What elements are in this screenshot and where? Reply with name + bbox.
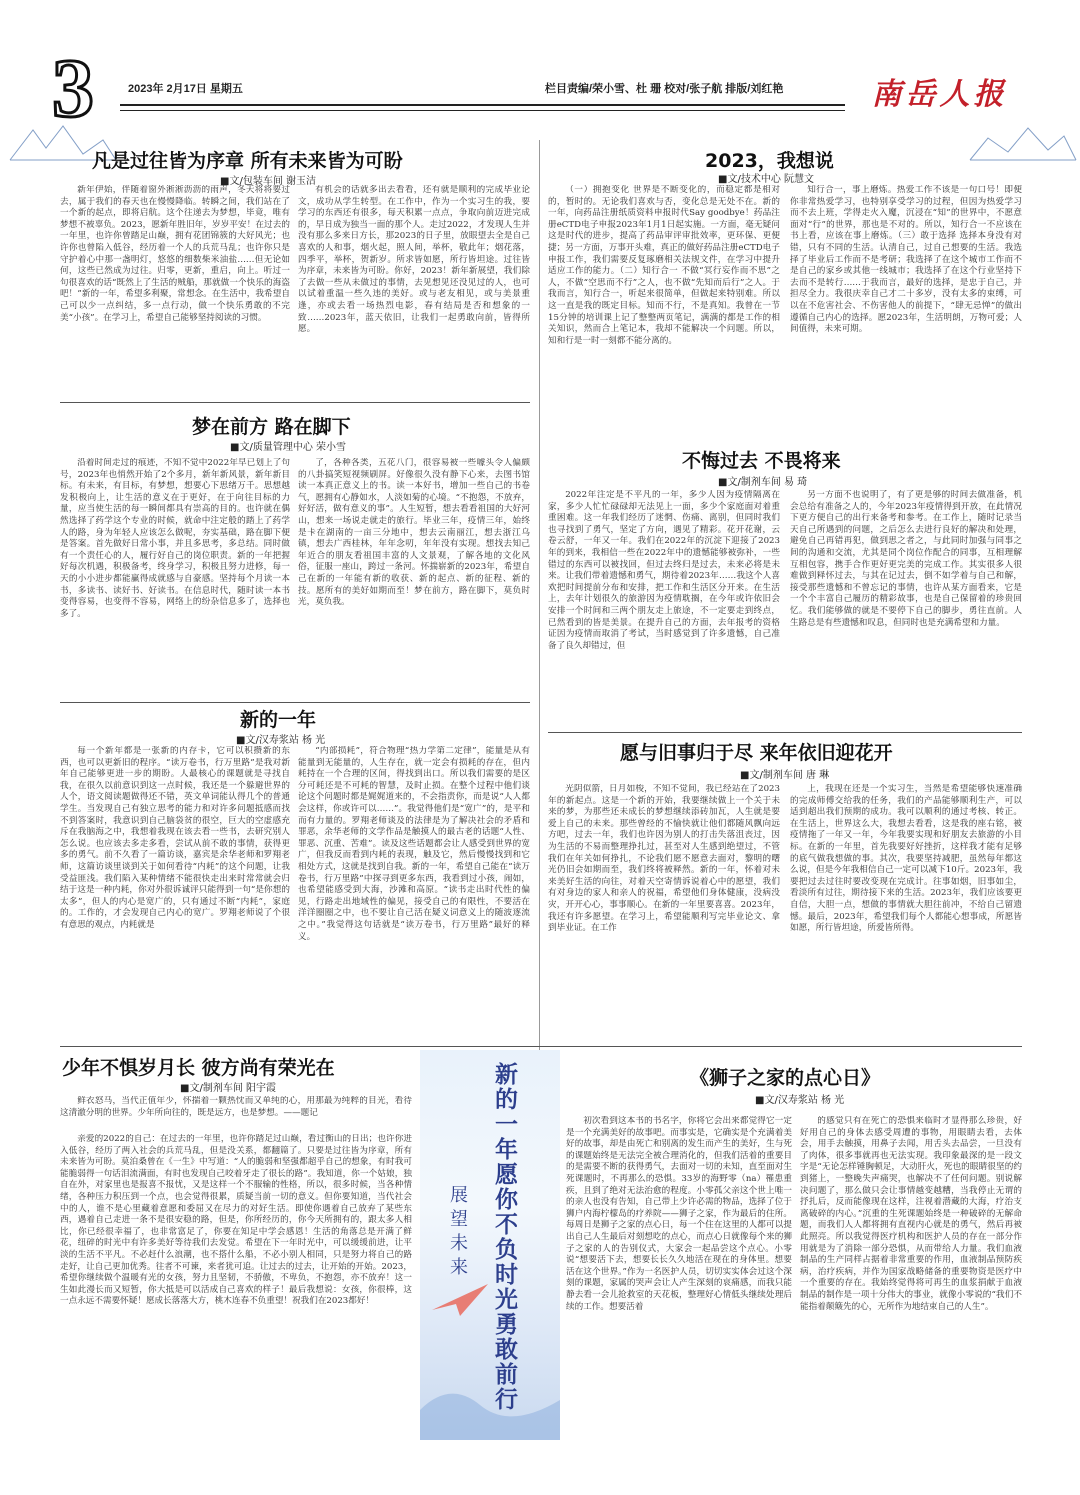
article-2-title: 2023，我想说 [705, 150, 834, 172]
article-6-column-1: 光阴似箭，日月如梭，不知不觉间，我已经站在了2023年的新起点。这是一个新的开始，我要继续做上一个关于未来的梦，为那些还未成长的梦想继续添砖加瓦，人生就是要爱上自己的未来。那些曾经的不愉快就让他们都随风飘向远方吧，过去一年，我们也许因为别人的打击失落沮丧过，因为生活的不易而整理挣扎过，甚至对人生感到绝望过，不管我们在年关如何挣扎，不论我们愿不愿意去面对，黎明的曙光仍旧会如期而至，我们终将被释然。新的一年，怀着对未来美好生活的向往，对着天空寄情诉说着心中的愿望，我们有对身边的家人和亲人的祝福，希望他们身体健康，没病没灾，开开心心，事事顺心。在新的一年里要喜喜。2023年，我还有许多愿望。在学习上，希望能顺利写完毕业论文、拿到毕业证。在工作 [548, 784, 780, 934]
poster-slogan: 新的一年愿你不负时光勇敢前行 [491, 1062, 517, 1412]
header-rule-thin [120, 110, 845, 111]
article-7-body: 亲爱的2022的自己：在过去的一年里，也许你踏足过山巅，看过衡山的日出；也许你进入低谷，经历了两入社会的兵荒马乱，但是没关系，都翻篇了。只要是过往皆为序章，所有未来皆为可盼。莫泊桑曾在《一生》中写道：“人的脆弱和坚强都超乎自己的想象，有时我可能脆弱得一句话泪流满面，有时也发现自己咬着牙走了很长的路”。我知道，你一个姑娘，独自在外，对家里也是报喜不报忧，又是这样一个不服输的性格，所以，很多时候，当各种情绪，各种压力积压到一个点，也会觉得很累，质疑当前一切的意义。但你要知道，当代社会中的人，谁不是心里藏着意愿和委屈又在尽力的对好生活。即使你遇着自己放弃了某些东西，遇着自己走进一条不是很安稳的路，但是，你所经历的，你今天所拥有的，跟太多人相比，你已经很幸福了，也非常富足了，你要在知足中学会感恩！生活的角落总是开满了鲜花，纽碎的时光中有许多美好等待我们去发觉。希望在下一年时光中，可以缓缓前进，让平淡的生活不平凡。不必赶什么浪潮，也不搭什么船，不必小别人相同，只是努力将自己的路走好，让自己更加优秀。往者不可谏，来者犹可追。让过去的过去，让开始的开始。2023，希望你继续做个温暖有光的女孩，努力且坚韧，不骄傲，不卑负，不抱怨，亦不放弃！这一生如此漫长而又短暂，你大抵是可以活成自己喜欢的样子！最后我想说：女孩，你很棒，这一点永远不需要怀疑！愿成长落落大方，桃木连春不负重望！祝我们在2023都好！ [60, 1134, 412, 1307]
section-divider [548, 732, 1022, 733]
article-4-byline: ■文/制剂车间 易 琦 [718, 477, 808, 488]
article-8-column-2: 的感觉只有在死亡的恐惧来临时才显得那么珍贵，好好用自己的身体去感受周遭的事物，用眼睛去看，去体会，用手去触摸，用鼻子去闻，用舌头去品尝，一旦没有了肉体，很多事就再也无法实现。我印象最深的是一段文字是“无论怎样锤胸顿足，大动肝火，死也的眼睛很坚的约到猪上，一整晚失声痛哭，也解决不了任何问题。别说解决问题了，那么做只会让事情越变越糟，当我停止无谓的抒扎后，反而能像现在这样，注视着潜藏的大海，疗治支离破碎的内心。”沉重的生死课题始终是一种破碎的无解命题，而我们人人都将拥有直视内心就是的勇气，然后再被此照亮。所以我觉得医疗机构和医护人员的存在一部分作用就是为了消除一部分恐惧，从而带给人力量。我们血液制品的生产同样占据着非常重要的作用，血液制品预防疾病，治疗疾病，并作为国家战略储备的重要物资是医疗中一个重要的存在。我始终觉得将可再生的血浆捐献于血液制品的制作是一项十分伟大的事业，就像小零说的“我们不能指着颠簸先的心，无所作为地结束自己的人生”。 [800, 1116, 1022, 1312]
section-divider [60, 402, 530, 403]
article-7-epigraph: 鲜衣怒马，当代正值年少，怀揣着一颗热忱而又单纯的心，用那最为纯粹的目光，看待这清澈分明的世界。少年所向往的，既是远方，也是梦想。——题记 [60, 1096, 412, 1118]
article-6-column-2: 上，我现在还是一个实习生，当然是希望能够快速准确的完成师傅交给我的任务，我们的产品能够顺利生产，可以适到超出我们预期的成功。我可以顺利的通过考核、转正。在生活上，世界这么大，我想去看看，这是我的座右铭，被疫情拖了一年又一年，今年我要实现和好朋友去旅游的小目标。在新的一年里，首先我要好好挫折，这样我才能有足够的底气做我想做的事。其次，我要坚持减肥，虽然每年都这么说，但是今年我相信自己一定可以减下10斤。2023年，我要把过去过往时要改变现在完成计。往事如烟，旧事如尘，看淡所有过往，期待接下来的生活。2023年，我们应该要更自信，大胆一点，想做的事情就大胆往前冲，不给自己留遗憾。最后，2023年，希望我们每个人都能心想事成，所愿皆如愿，所行皆坦途，所爱皆所得。 [790, 784, 1022, 934]
article-5-title: 新的一年 [240, 709, 317, 731]
article-5-column-2: “内部损耗”，符合物理“热力学第二定律”，能量是从有能量到无能量的，人生存在，就一定会有损耗的存在，但内耗持在一个合理的区间，得找到出口。所以我们需要的是区分可耗还是不可耗的智慧，及时止损。在整个过程中他们谈论这个问题时都是娓娓道来的，不会指责你，而是说“人人都会这样，你或许可以……”。我觉得他们是“宽广”的，是平和而有力量的。罗翔老师谈及的法律是为了解决社会的矛盾和罪恶，余华老师的文学作品是触摸人的最古老的话题“人性、罪恶、沉重、苦难”。读及这些话题都会让人感受到世界的宽广，但我反而看到内耗的表现，触及它，然后慢慢找到和它相处方式，这就是找到自我。新的一年，希望自己能在“读万卷书，行万里路”中探寻到更多东西，我看到过小孩，闹如，也希望能感受到大海，沙滩和高原。“读书走出时代性的偏见，行路走出地域性的偏见，接受自己的有限性，不要活在洋洋圈圈之中，也不要让自己活在疑义词意义上的随波逐流之中。”我觉得这句话就是“读万卷书，行万里路”最好的释义。 [298, 746, 530, 942]
mountain-doodle-right-icon [968, 120, 1078, 165]
article-3-byline: ■文/质量管理中心 荣小雪 [230, 442, 346, 453]
article-1-column-2: 有机会的话就多出去看看，还有就是顺利的完成毕业论文，成功从学生转型。在工作中，作为一个实习生的我，要学习的东西还有很多，每天积累一点点，争取向前迈进完成的，早日成为独当一面的那个人。走过2022，才发现人生并没有那么多来日方长，那2023的日子里，放眼望去全是自己喜欢的人和事，烟火起，照人间，举杯，敬此年；烟花落，四季平，举杯，贺新岁。所求皆如愿，所行皆坦途。过往皆为序章，未来皆为可盼。你好，2023！新年新展望，我们除了去做一些从未做过的事情，去见想见还没见过的人，也可以试着重温一些久违的美好。或与老友相见，或与美景重逢，亦或去看一场热烈电影，春有结局是否和想象的一致……2023年，蓝天依旧，让我们一起勇敢向前，皆得所愿。 [298, 185, 530, 335]
article-1-byline: ■文/包装车间 谢玉洁 [220, 176, 316, 187]
section-divider [60, 1046, 1022, 1047]
article-1-column-1: 新年伊始，伴随着窗外淅淅沥沥的雨声，冬天将将要过去，属于我们的春天也在慢慢降临。转瞬之间，我们站在了一个新的起点，即将启航。这个往递去为梦想，毕竟，唯有梦想不被辜负。2023，愿新年胜旧年，岁岁平安！在过去的一年里，也许你曾踏足山巅，拥有花团锦簇的大好风光；也许你也曾陷入低谷，经历着一个人的兵荒马乱；也许你只是守护着心中那一盏明灯，悠悠的细数柴米油盐……但无论如何，这些已然成为过往。归零，更新，重启，向上。听过一句很喜欢的话“既然上了生活的贼船，那就做一个快乐的海盗吧！”新的一年，希望多利聚，常想念。在生活中，我希望自己可以少一点纠结，多一点行动，做一个快乐勇敢的不完美“小孩”。在学习上，希望自己能够坚持阅读的习惯。 [60, 185, 290, 323]
article-4-column-2: 另一方面不也说明了，有了更是够的时间去做准备，机会总给有准备之人的，今年2023年疫情得到开放，在此情况下更方便自己的出行来备考和参考。在工作上，随时记录当天自己所遇到的问题，之后怎么去进行良好的解决和处理，避免自己再错再犯，做到思之者之，与此同时加强与同事之间的沟通和交流，尤其是同个岗位作配合的同事，互相理解互相包容，携手合作更好更完美的完成工作。其实很多人很难做到释怀过去，与其在记过去，倒不如学着与自己和解，接受那些遗憾和不曾忘记的事情，也许从某方面看来，它是一个个丰富自己履历的精彩故事，也是自己保留着的珍贵回忆。我们能够做的就是不要停下自己的脚步，勇往直前。人生路总是有些遗憾和叹息，但同时也是充满希望和力量。 [790, 490, 1022, 628]
article-5-byline: ■文/汉寿浆站 杨 光 [236, 735, 326, 746]
article-3-column-1: 沿着时间走过的痕迹，不知不觉中2022年早已划上了句号，2023年也悄然开始了2个多月，新年新风景，新年新目标。有未来，有目标，有梦想，想要心下思绪万千。思想越发积极向上，让生活的意义在于更好，在于向往目标的力量，应当使生活的每一瞬间都具有崇高的目的。也许就在偶然选择了药学这个专业的时候，就命中注定般的踏上了药学人的路，身为年轻人应该怎么做呢，夯实基础，路在脚下便是答案。首先做好日常小事，并且多思考，多总结。同时做有一个责任心的人，履行好自己的岗位职责。新的一年把握好每次机遇，积极备考，终身学习，积极且努力进修，每一天的小小进步都能赢得成就感与自豪感。坚持每个月读一本书，多读书、读好书、好读书。在信息时代，随时读一本书变得容易，也变得不容易，网络上的纷杂信息多了，选择也多了。 [60, 458, 290, 619]
article-8-byline: ■文/汉寿浆站 杨 光 [755, 1095, 845, 1106]
issue-date: 2023年 2月17日 星期五 [128, 83, 243, 95]
editors-credit: 栏目责编/荣小雪、杜 珊 校对/张子航 排版/刘红艳 [545, 83, 784, 95]
article-4-title: 不悔过去 不畏将来 [682, 450, 841, 472]
article-2-byline: ■文/技术中心 阮慧文 [718, 174, 814, 185]
article-4-column-1: 2022年注定是不平凡的一年，多少人因为疫情隔离在家，多少人忙忙碌碌却无法见上一面，多少个家庭面对着重重困难。这一年我们经历了迷惘、伤痛、离别，但同时我们也寻找到了勇气，坚定了方向，遇见了精彩。花开花谢，云卷云舒，一年又一年。我们在2022年的沉淀下迎接了2023年的到来，我相信一些在2022年中的遗憾能够被弥补，一些错过的东西可以被找回，但过去终归是过去，未来必将是未来。让我们带着遗憾和勇气，期待着2023年……我这个人喜欢把时间提前分布和安排，把工作和生活区分开来。在生活上，去年计划很久的旅游因为疫情耽搁，在今年或许依旧会安排一个时间和三两个朋友走上旅途，不一定要走到终点，已然看到的皆是美景。在提升自己的方面，去年报考的资格证因为疫情而取消了考试，当时感觉到了许多遗憾，自己准备了良久却错过，但 [548, 490, 780, 651]
column-divider [539, 140, 540, 1050]
article-3-title: 梦在前方 路在脚下 [192, 416, 351, 438]
article-8-column-1: 初次看到这本书的书名字，你将它会出来都觉得它一定是一个充满美好的故事吧。而事实是，它确实是个充满着美好的故事，却是由死亡和别离的发生而产生的美好，生与死的课题始终是无法完全被合理消化的，但我们活着的重要目的是需要不断的获得勇气，去面对一切的未知，直至面对生死课题时，不再那么的恐惧。33岁的海野零（na）罹患重疾，且到了绝对无法治愈的程度。小零孤父亲这个世上唯一的亲人也没有告知，自己带上少许必需的物品，选择了位于狮户内海柠檬岛的疗养院——狮子之家，作为最后的住所。每周日是狮子之家的点心日，每一个住在这里的人都可以提出自己人生最后对刻想吃的点心，而点心日就像每个来的狮子之家的人的告别仪式，大家会一起品尝这个点心。小零说“想要活下去，想要长长久久地活在现在的身体里。想要活在这个世界。”作为一名医护人员，切切实实体会过这个深刻的课题，家属的哭声会让人产生深刻的哀痛感，而我只能静去看一会儿抢救室的天花板，整理好心情低头继续处理后续的工作。想要活着 [566, 1116, 792, 1312]
article-3-column-2: 了，各种各类，五花八门，很容易被一些噱头令人偏颇的八卦搞笑短视频刷屏。好像很久没有静下心来，去图书馆读一本真正意义上的书。读一本好书，增加一些自己的书卷气，愿拥有心静如水，人淡如菊的心境。“不抱怨，不放弃，好好活，做有意义的事”。人生短暂，想去看看祖国的大好河山，想来一场说走就走的旅行。毕业三年，疫情三年，始终是卡在湖南的一亩三分地中，想去云南丽江，想去浙江乌镇，想去广西桂林，年年念叨，年年没有实现。想找去知己年近合的朋友看祖国丰富的人文景观，了解各地的文化风俗，征服一座山，跨过一条河。怀揣崭新的2023年，希望自己在新的一年能有新的收获、新的起点、新的征程、新的技。愿所有的美好如期而至！梦在前方，路在脚下，莫负时光，莫负我。 [298, 458, 530, 608]
article-7-byline: ■文/制剂车间 阳宇霞 [180, 1083, 276, 1094]
page-number: 3 [52, 42, 94, 135]
article-2-column-2: 知行合一，事上磨炼。热爱工作不该是一句口号！即便你非常热爱学习，也特别享受学习的过程，但因为热爱学习而不去上班，学得走火入魔，沉浸在“知”的世界中，不愿意面对“行”的世界，那也是不对的。所以，知行合一不应该在书上看，应该在事上磨炼。（三）敢于选择 选择本身没有对错，只有不同的生活。认清自己，过自己想要的生活。我选择了毕业后工作而不是考研；我选择了在这个城市工作而不是自己的家乡或其他一线城市；我选择了在这个行业坚持下去而不是转行……于我而言，最好的选择，是忠于自己，并担尽全力。我很庆幸自己才二十多岁，没有太多的束缚，可以在不危害社会、不伤害他人的前提下，“肆无忌惮”的做出遵循自己内心的选择。愿2023年，生活明朗，万物可爱；人间值得，未来可期。 [790, 185, 1022, 335]
header-rule [120, 104, 845, 106]
section-divider [60, 702, 530, 703]
article-5-column-1: 每一个新年都是一张新的内存卡，它可以积攒新的东西，也可以更新旧的程序。“读万卷书，行万里路”是我对新年自己能够更进一步的期盼。人最核心的课题就是寻找自我，在很久以前意识到这一点时候，我还是一个躲避世界的人个，语文阅读题做得还不错，英文单词能认得几个的普通学生。当发现自己有独立思考的能力和对许多问题抵感而找不到答案时，我意识到自己脑袋贫的很空，巨大的空虚感充斥在我脑海之中，我想着我现在该去看一些书，去研究别人怎么说。也应该去多走多看，尝试从前不敢的事情，获得更多的勇气。前不久看了一篇访谈，嘉宾是余华老师和罗翔老师，这篇访谈里谈到关于如何看待“内耗”的这个问题，让我受益匪浅。我们陷入某种情绪不能很快走出来时常常就会归结于这是一种内耗，你对外很诉诚评只能得到一句“是你想的太多”，但人的内心是宽广的，只有通过不断“内耗”，家庭的。工作的，才会发现自己内心的宽广。罗翔老师说了个很有意思的观点，内耗就是 [60, 746, 290, 930]
article-8-title: 《狮子之家的点心日》 [690, 1067, 881, 1089]
article-6-title: 愿与旧事归于尽 来年依旧迎花开 [620, 742, 893, 764]
poster-subtitle: 展望未来 [447, 1185, 468, 1281]
article-7-title: 少年不惧岁月长 彼方尚有荣光在 [62, 1057, 335, 1079]
newspaper-logo: 南岳人报 [871, 77, 1008, 112]
new-year-poster [420, 1050, 560, 1440]
article-2-column-1: （一）拥抱变化 世界是不断变化的，而稳定都是相对的，暂时的。无论我们喜欢与否，变化总是无处不在。新的一年，向药品注册纸质资料申报时代Say goodbye！药品注册eCTD电子申报2023年1月1日起实施。一方面，毫无疑问这是时代的进步，提高了药品审评审批效率，更环保、更便捷；另一方面，万事开头难，真正的做好药品注册eCTD电子申报工作，我们需要反复琢磨相关法规文件，在学习中提升适应工作的能力。（二）知行合一 不做“冥行妄作而不思”之人，不做“空思而不行”之人，也不做“先知而后行”之人。于我而言，知行合一，听起来很简单，但做起来特别难。所以这一直是我的既定目标。知而不行，不是真知。我曾在一节15分钟的培训课上记了整整两页笔记，满满的都是工作的相关知识，然而合上笔记本，我却不能解决一个问题。所以，知和行是一时一刻都不能分离的。 [548, 185, 780, 346]
article-1-title: 凡是过往皆为序章 所有未来皆为可盼 [92, 150, 403, 172]
article-6-byline: ■文/制剂车间 唐 琳 [740, 770, 830, 781]
